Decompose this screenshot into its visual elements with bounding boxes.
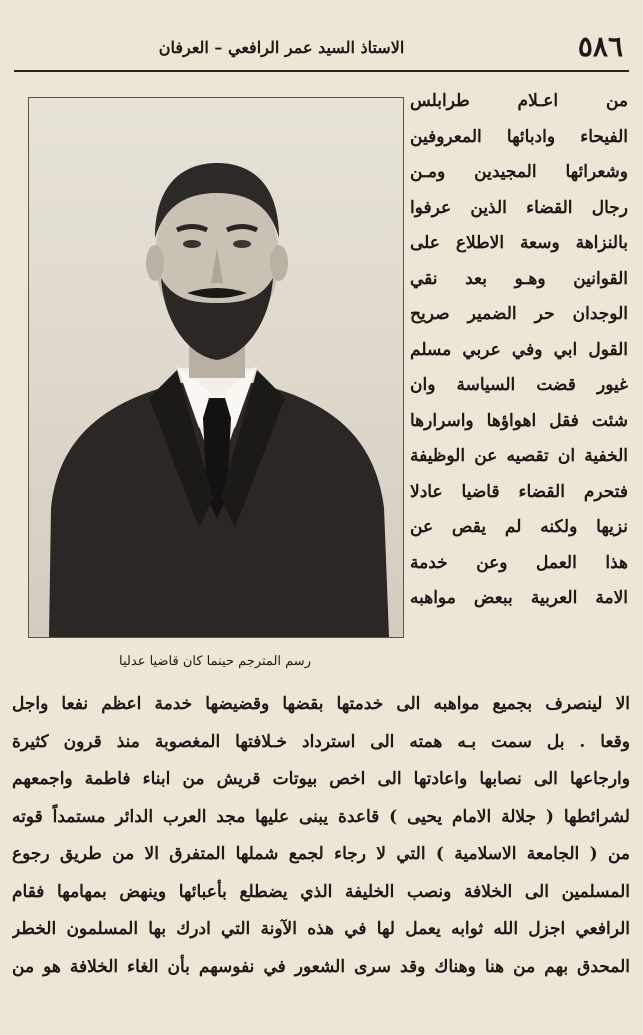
page-number: ٥٨٦ (577, 30, 623, 63)
text-line: وشعرائها المجيدين ومـن (410, 162, 628, 182)
portrait-photo (28, 97, 404, 638)
photo-caption: رسم المترجم حينما كان قاضيا عدليا (119, 654, 311, 669)
text-line: نزيها ولكنه لم يقص عن (410, 517, 628, 537)
text-line: وارجاعها الى نصابها واعادتها الى اخص بيوتات قريش من ابناء فاطمة واجمعهم (12, 769, 630, 789)
text-line: الفيحاء وادبائها المعروفين (410, 126, 628, 147)
text-line: الرافعي اجزل الله ثوابه يعمل لها في هذه الآونة التي ادرك بها المسلمون الخطر (12, 919, 630, 939)
body-text (12, 686, 630, 986)
text-line: المحدق بهم من هنا وهناك وقد سرى الشعور في نفوسهم بأن الغاء الخلافة هو من (12, 956, 630, 977)
text-line: الوجدان حر الضمير صريح (410, 304, 628, 324)
text-line: رجال القضاء الذين عرفوا (410, 197, 628, 218)
text-line: الخفية ان تقصيه عن الوظيفة (410, 446, 628, 466)
text-line: القوانين وهـو بعد نقي (410, 268, 628, 289)
text-line: الامة العربية ببعض مواهبه (410, 588, 628, 608)
text-line: شئت فقل اهواؤها واسرارها (410, 410, 628, 431)
text-line: بالنزاهة وسعة الاطلاع على (410, 233, 628, 253)
text-line: من ( الجامعة الاسلامية ) التي لا رجاء لجمع شملها المتفرق الا من طريق رجوع (12, 844, 630, 864)
running-title: الاستاذ السيد عمر الرافعي – العرفان (158, 38, 405, 57)
text-line: القول ابي وفي عربي مسلم (410, 339, 628, 360)
side-column-text (410, 84, 628, 617)
text-line: من اعـلام طرابلس (410, 91, 628, 111)
text-line: المسلمين الى الخلافة ونصب الخليفة الذي يضطلع بأعبائها وينهض بمهامها فقام (12, 881, 630, 902)
text-line: غيور قضت السياسة وان (410, 375, 628, 395)
portrait-illustration (29, 98, 403, 637)
page-header (14, 30, 629, 72)
text-line: هذا العمل وعن خدمة (410, 552, 628, 573)
text-line: وقعا . بل سمت بـه همته الى استرداد خـلافتها المغصوبة منذ قرون كثيرة (12, 731, 630, 752)
text-line: الا لينصرف بجميع مواهبه الى خدمتها بقضها وقضيضها خدمة اعظم نفعا واجل (12, 694, 630, 714)
text-line: لشرائطها ( جلالة الامام يحيى ) قاعدة يبنى عليها مجد العرب الدائر مستمداً قوته (12, 806, 630, 827)
text-line: فتحرم القضاء قاضيا عادلا (410, 481, 628, 502)
